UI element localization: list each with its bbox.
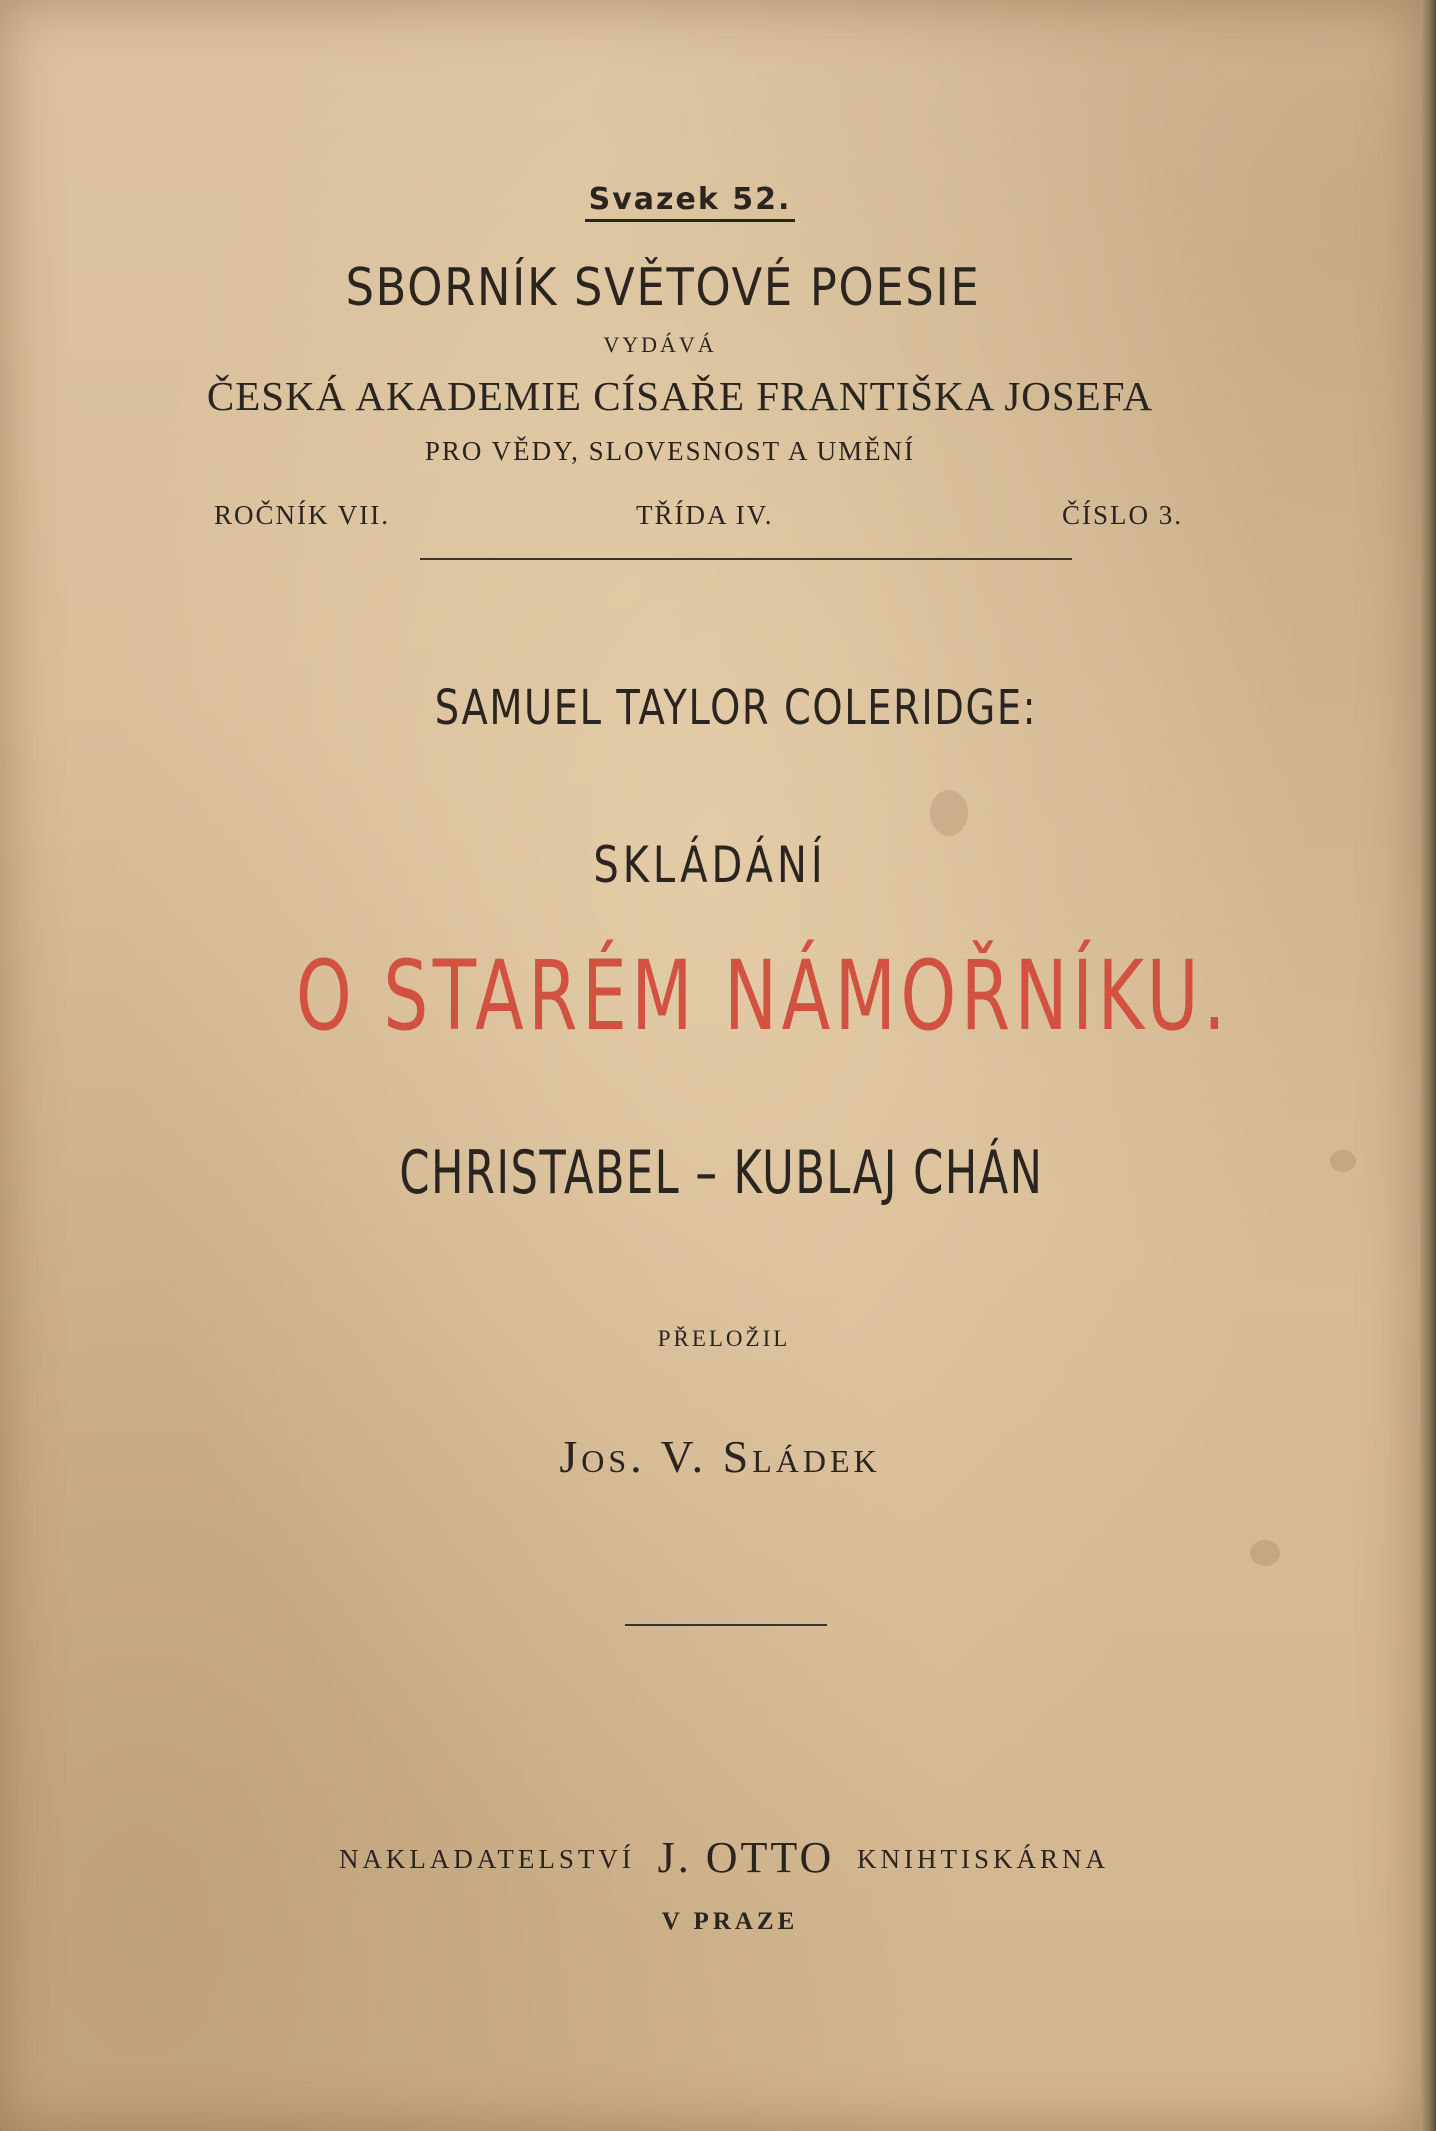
publisher-city: V PRAZE	[661, 1908, 799, 1935]
paper-stain	[1330, 1150, 1356, 1172]
author-name: SAMUEL TAYLOR COLERIDGE:	[434, 680, 1038, 736]
publisher-name: J. OTTO	[657, 1833, 835, 1882]
paper-stain	[1250, 1540, 1280, 1566]
issue-number: ČÍSLO 3.	[1062, 500, 1184, 530]
paper-stain	[930, 790, 968, 836]
issue-year: ROČNÍK VII.	[214, 500, 390, 530]
academy-name: ČESKÁ AKADEMIE CÍSAŘE FRANTIŠKA JOSEFA	[206, 373, 1154, 419]
series-title: SBORNÍK SVĚTOVÉ POESIE	[345, 258, 981, 318]
issue-class: TŘÍDA IV.	[636, 500, 774, 530]
book-title-line-1: SKLÁDÁNÍ	[593, 836, 827, 894]
book-title-line-3: CHRISTABEL – KUBLAJ CHÁN	[399, 1138, 1044, 1208]
publisher-line	[14, 1832, 1434, 1883]
volume-number	[0, 182, 1420, 222]
divider-rule	[420, 558, 1072, 560]
translated-by-label: PŘELOŽIL	[657, 1326, 791, 1351]
publisher-label: NAKLADATELSTVÍ	[338, 1844, 635, 1874]
publishes-label: VYDÁVÁ	[603, 332, 717, 357]
issue-meta-row	[0, 500, 1420, 540]
printing-house-label: KNIHTISKÁRNA	[857, 1844, 1110, 1874]
divider-rule-short	[625, 1624, 827, 1626]
academy-subtitle: PRO VĚDY, SLOVESNOST A UMĚNÍ	[424, 436, 916, 466]
book-title-main: O STARÉM NÁMOŘNÍKU.	[295, 940, 1231, 1052]
translator-name: Jos. V. Sládek	[559, 1431, 881, 1482]
page-edge	[1420, 0, 1436, 2131]
volume-label: Svazek 52.	[585, 182, 796, 222]
